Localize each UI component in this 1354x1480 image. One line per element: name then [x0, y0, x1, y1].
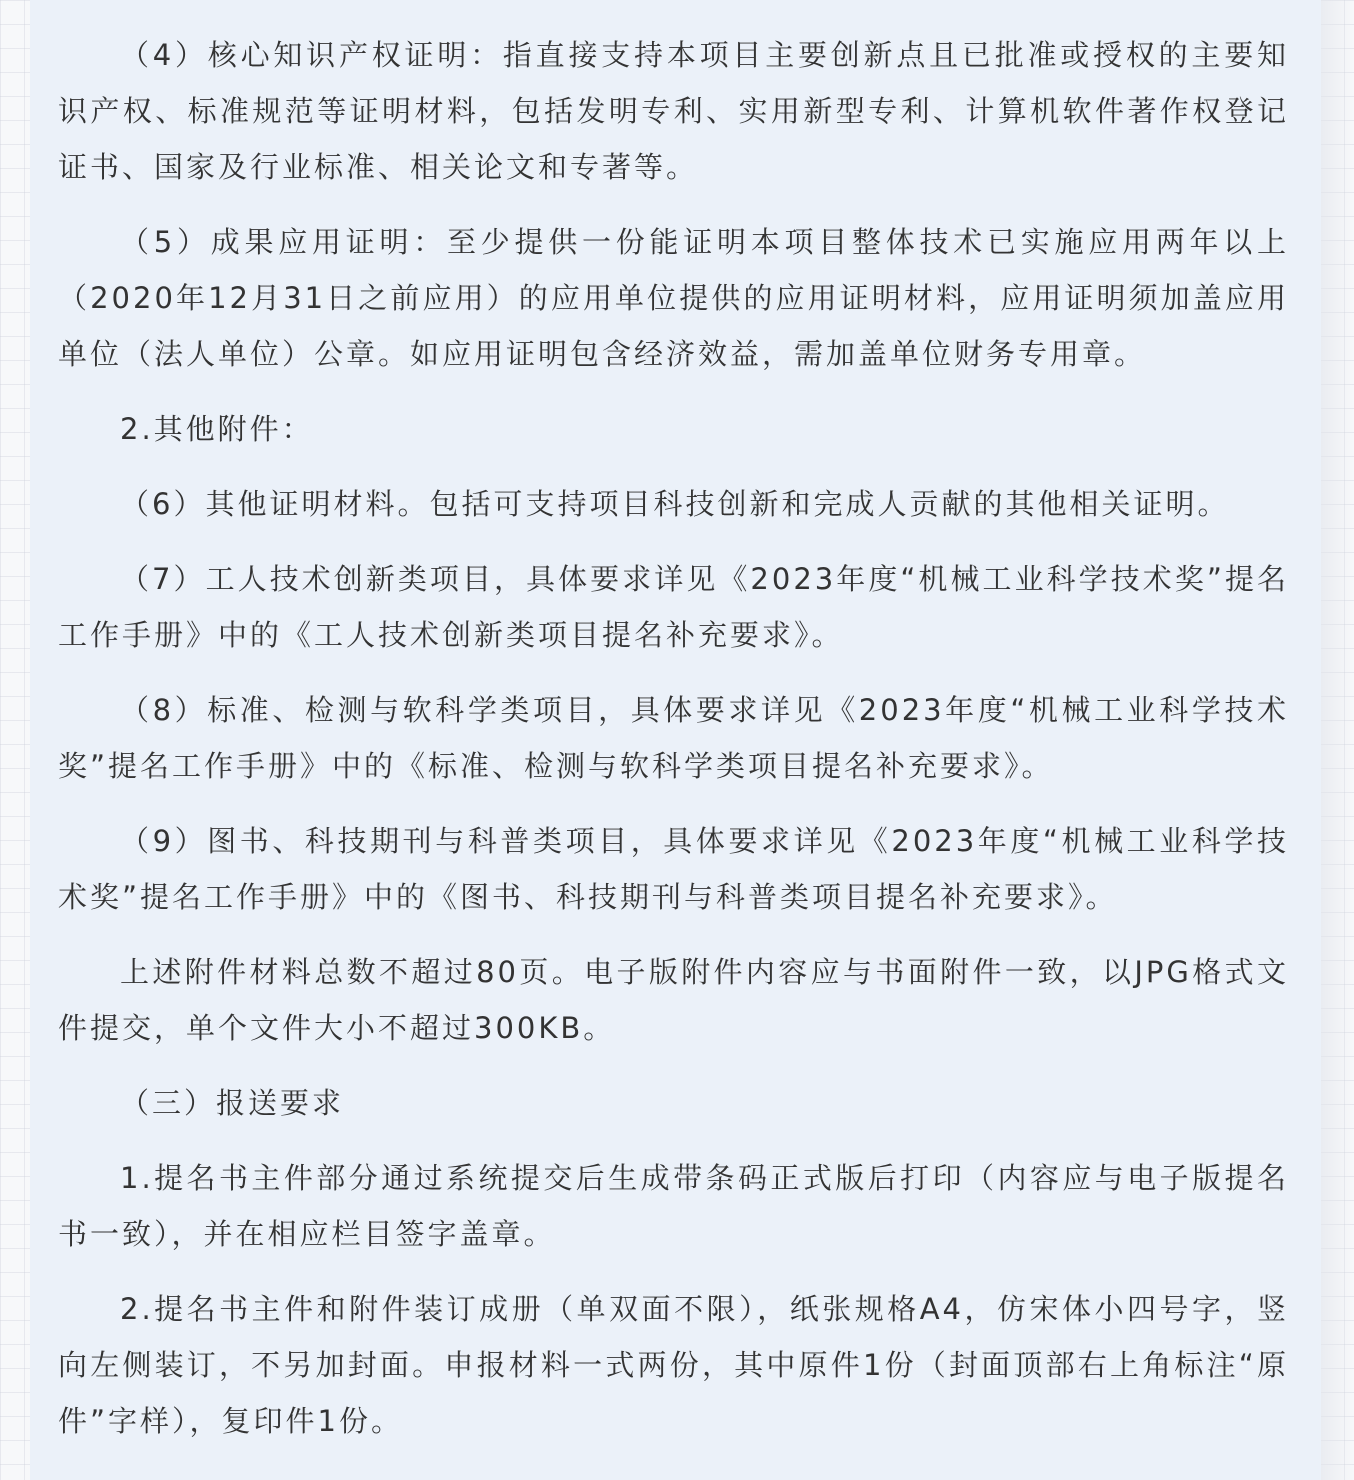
document-panel: [30, 0, 1321, 1480]
paragraph-other-attachments-heading: 2.其他附件：: [120, 412, 314, 446]
paragraph-books-journals: （9）图书、科技期刊与科普类项目，具体要求详见《2023年度“机械工业科学技术奖”提名工作手册》中的《图书、科技期刊与科普类项目提名补充要求》。: [58, 824, 1289, 914]
paragraph-attachment-limits: 上述附件材料总数不超过80页。电子版附件内容应与书面附件一致，以JPG格式文件提交，单个文件大小不超过300KB。: [58, 955, 1289, 1045]
paragraph-application-proof: （5）成果应用证明：至少提供一份能证明本项目整体技术已实施应用两年以上（2020年12月31日之前应用）的应用单位提供的应用证明材料，应用证明须加盖应用单位（法人单位）公章。如应用证明包含经济效益，需加盖单位财务专用章。: [58, 225, 1289, 371]
paragraph-ip-proof: （4）核心知识产权证明：指直接支持本项目主要创新点且已批准或授权的主要知识产权、标准规范等证明材料，包括发明专利、实用新型专利、计算机软件著作权登记证书、国家及行业标准、相关论文和专著等。: [58, 38, 1289, 184]
paragraph-submission-heading: （三）报送要求: [120, 1086, 345, 1120]
paragraph-print-instructions: 1.提名书主件部分通过系统提交后生成带条码正式版后打印（内容应与电子版提名书一致），并在相应栏目签字盖章。: [58, 1161, 1289, 1251]
paragraph-binding-instructions: 2.提名书主件和附件装订成册（单双面不限），纸张规格A4，仿宋体小四号字，竖向左侧装订，不另加封面。申报材料一式两份，其中原件1份（封面顶部右上角标注“原件”字样），复印件1份。: [58, 1292, 1289, 1438]
page-edge-shadow: [1321, 0, 1354, 1480]
paragraph-other-proof: （6）其他证明材料。包括可支持项目科技创新和完成人贡献的其他相关证明。: [120, 487, 1230, 521]
paragraph-standards-testing: （8）标准、检测与软科学类项目，具体要求详见《2023年度“机械工业科学技术奖”提名工作手册》中的《标准、检测与软科学类项目提名补充要求》。: [58, 693, 1289, 783]
paragraph-worker-innovation: （7）工人技术创新类项目，具体要求详见《2023年度“机械工业科学技术奖”提名工作手册》中的《工人技术创新类项目提名补充要求》。: [58, 562, 1289, 652]
